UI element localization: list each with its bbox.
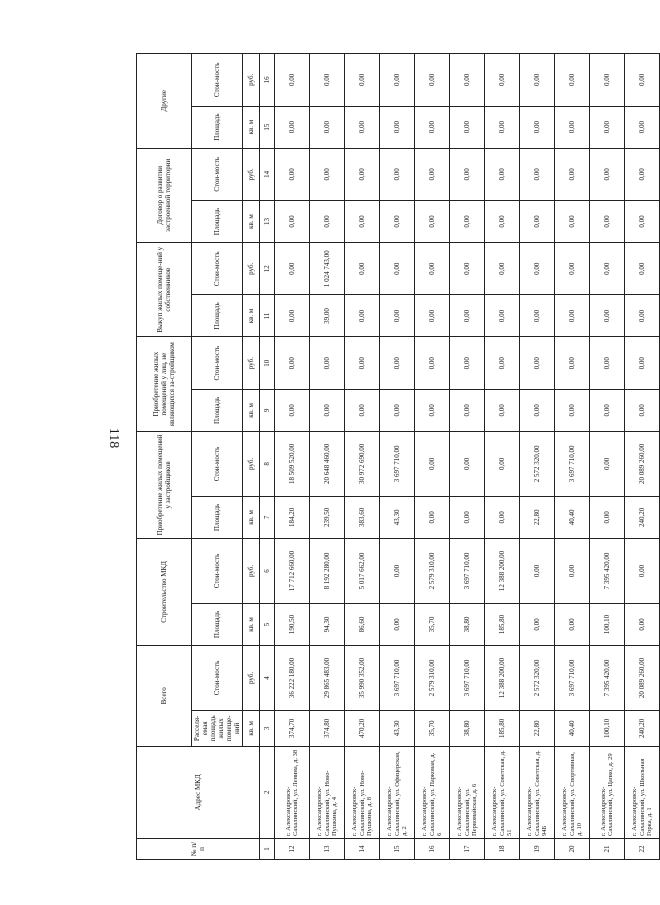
column-number: 3: [260, 711, 275, 747]
table-cell: 3 697 710,00: [555, 645, 590, 710]
table-cell: 0,00: [345, 295, 380, 337]
table-cell: 0,00: [625, 603, 660, 645]
table-cell: 0,00: [275, 54, 310, 107]
header-cost: Стои-мость: [192, 148, 243, 200]
table-cell: 100,10: [590, 711, 625, 747]
unit-rub: руб.: [243, 645, 260, 710]
table-cell: 0,00: [415, 243, 450, 295]
table-cell: 0,00: [450, 54, 485, 107]
row-number: 14: [345, 839, 380, 860]
header-total: Всего: [137, 645, 192, 746]
header-cost: Стои-мость: [192, 243, 243, 295]
table-cell: 0,00: [415, 106, 450, 148]
table-cell: 12 388 200,00: [485, 645, 520, 710]
table-cell: 86,60: [345, 603, 380, 645]
table-cell: 0,00: [450, 106, 485, 148]
table-cell: 0,00: [625, 243, 660, 295]
table-row: [345, 54, 380, 860]
table-cell: 0,00: [555, 54, 590, 107]
header-area: Площадь: [192, 603, 243, 645]
row-address: г. Александровск-Сахалинский, ул. Ново-Пушкина, д. 8: [345, 746, 380, 838]
table-cell: 0,00: [380, 106, 415, 148]
header-area: Площадь: [192, 295, 243, 337]
table-cell: 0,00: [380, 603, 415, 645]
column-number: 12: [260, 243, 275, 295]
table-cell: 0,00: [520, 295, 555, 337]
row-address: г. Александровск-Сахалинский, ул. Ленина, д. 38: [275, 746, 310, 838]
table-row: [380, 54, 415, 860]
table-cell: 185,80: [485, 711, 520, 747]
table-cell: 0,00: [450, 295, 485, 337]
table-cell: 43,30: [380, 496, 415, 538]
row-address: г. Александровск-Сахалинский, ул. Первомайская, д. 6: [450, 746, 485, 838]
row-number: 15: [380, 839, 415, 860]
header-address: Адрес МКД: [137, 746, 260, 838]
row-number: 13: [310, 839, 345, 860]
table-cell: 0,00: [625, 54, 660, 107]
unit-rub: руб.: [243, 538, 260, 603]
table-cell: 0,00: [555, 337, 590, 389]
table-cell: 0,00: [485, 201, 520, 243]
row-number: 22: [625, 839, 660, 860]
column-number: 1: [260, 839, 275, 860]
table-row: [555, 54, 590, 860]
table-cell: 0,00: [380, 337, 415, 389]
table-cell: 0,00: [625, 201, 660, 243]
table-cell: 0,00: [485, 389, 520, 431]
table-cell: 0,00: [485, 431, 520, 496]
table-cell: 0,00: [590, 148, 625, 200]
table-cell: 0,00: [520, 54, 555, 107]
table-cell: 184,20: [275, 496, 310, 538]
table-row: [485, 54, 520, 860]
table-cell: 0,00: [520, 337, 555, 389]
row-address: г. Александровск-Сахалинский, ул. Советская, д. 94Б: [520, 746, 555, 838]
table-cell: 100,10: [590, 603, 625, 645]
table-cell: 0,00: [625, 538, 660, 603]
header-other: Другие: [137, 54, 192, 149]
table-cell: 0,00: [590, 243, 625, 295]
header-cost: Стои-мость: [192, 645, 243, 710]
unit-rub: руб.: [243, 54, 260, 107]
table-cell: 0,00: [555, 603, 590, 645]
header-acquisition-developers: Приобретение жилых помещений у застройщиков: [137, 431, 192, 538]
table-row: [415, 54, 450, 860]
table-cell: 0,00: [590, 201, 625, 243]
column-number: 11: [260, 295, 275, 337]
unit-area: кв. м: [243, 711, 260, 747]
row-address: г. Александровск-Сахалинский, ул. Советская, д. 51: [485, 746, 520, 838]
table-cell: 0,00: [310, 389, 345, 431]
table-cell: 22,80: [520, 711, 555, 747]
table-cell: 0,00: [380, 295, 415, 337]
table-cell: 0,00: [415, 295, 450, 337]
row-number: 16: [415, 839, 450, 860]
column-number: 10: [260, 337, 275, 389]
header-no: № п/п: [137, 839, 260, 860]
table-cell: 0,00: [380, 201, 415, 243]
table-cell: 0,00: [415, 337, 450, 389]
header-cost: Стои-мость: [192, 538, 243, 603]
table-cell: 1 024 743,00: [310, 243, 345, 295]
table-cell: 17 712 660,00: [275, 538, 310, 603]
table-cell: 0,00: [275, 243, 310, 295]
table-cell: 0,00: [450, 243, 485, 295]
table-cell: 8 192 280,00: [310, 538, 345, 603]
table-cell: 0,00: [590, 54, 625, 107]
table-cell: 0,00: [310, 337, 345, 389]
unit-rub: руб.: [243, 431, 260, 496]
table-cell: 43,30: [380, 711, 415, 747]
column-number: 8: [260, 431, 275, 496]
table-cell: 383,60: [345, 496, 380, 538]
column-number: 7: [260, 496, 275, 538]
table-cell: 0,00: [345, 54, 380, 107]
table-cell: 0,00: [415, 54, 450, 107]
header-buyout: Выкуп жилых помеще-ний у собственников: [137, 243, 192, 337]
table-cell: 3 697 710,00: [450, 645, 485, 710]
table-cell: 0,00: [380, 389, 415, 431]
table-cell: 2 572 320,00: [520, 645, 555, 710]
table-cell: 0,00: [555, 538, 590, 603]
table-cell: 2 579 310,00: [415, 645, 450, 710]
table-cell: 30 972 690,00: [345, 431, 380, 496]
table-cell: 0,00: [415, 148, 450, 200]
table-cell: 0,00: [450, 337, 485, 389]
table-cell: 0,00: [625, 389, 660, 431]
table-cell: 185,80: [485, 603, 520, 645]
table-cell: 0,00: [380, 54, 415, 107]
unit-rub: руб.: [243, 148, 260, 200]
row-address: г. Александровск-Сахалинский, ул. Цапко, д. 29: [590, 746, 625, 838]
table-cell: 0,00: [415, 389, 450, 431]
table-cell: 0,00: [275, 201, 310, 243]
table-cell: 0,00: [450, 389, 485, 431]
table-cell: 0,00: [345, 337, 380, 389]
table-cell: 39,00: [310, 295, 345, 337]
table-cell: 0,00: [345, 201, 380, 243]
table-cell: 374,80: [310, 711, 345, 747]
header-area: Площадь: [192, 389, 243, 431]
table-cell: 3 697 710,00: [380, 431, 415, 496]
unit-area: кв. м: [243, 389, 260, 431]
table-cell: 0,00: [345, 148, 380, 200]
table-cell: 0,00: [555, 243, 590, 295]
table-cell: 0,00: [520, 243, 555, 295]
row-address: г. Александровск-Сахалинский, ул. Парковая, д. 6: [415, 746, 450, 838]
table-cell: 0,00: [625, 295, 660, 337]
table-row: [590, 54, 625, 860]
page-number: 118: [106, 427, 121, 449]
table-cell: 0,00: [590, 295, 625, 337]
table-cell: 20 648 460,00: [310, 431, 345, 496]
table-cell: 0,00: [415, 496, 450, 538]
unit-area: кв. м: [243, 295, 260, 337]
header-acquisition-nondevelopers: Приобретение жилых помещений у лиц, не являющихся за-стройщиком: [137, 337, 192, 431]
header-cost: Стои-мость: [192, 431, 243, 496]
table-cell: 0,00: [310, 201, 345, 243]
table-row: [275, 54, 310, 860]
table-cell: 0,00: [415, 431, 450, 496]
table-cell: 0,00: [485, 54, 520, 107]
column-number: 5: [260, 603, 275, 645]
table-cell: 0,00: [450, 496, 485, 538]
table-cell: 40,40: [555, 711, 590, 747]
table-cell: 0,00: [380, 538, 415, 603]
table-cell: 0,00: [310, 148, 345, 200]
table-cell: 0,00: [450, 431, 485, 496]
table-cell: 0,00: [520, 148, 555, 200]
table-cell: 374,70: [275, 711, 310, 747]
table-cell: 20 089 260,00: [625, 645, 660, 710]
header-area: Площадь: [192, 201, 243, 243]
table-cell: 3 697 710,00: [380, 645, 415, 710]
header-area: Площадь: [192, 106, 243, 148]
table-cell: 0,00: [555, 295, 590, 337]
table-cell: 20 089 260,00: [625, 431, 660, 496]
table-cell: 0,00: [590, 496, 625, 538]
table-cell: 190,50: [275, 603, 310, 645]
table-cell: 0,00: [485, 148, 520, 200]
table-cell: 0,00: [345, 389, 380, 431]
table-cell: 3 697 710,00: [450, 538, 485, 603]
column-number: 4: [260, 645, 275, 710]
table-cell: 0,00: [310, 106, 345, 148]
table-cell: 7 395 420,00: [590, 645, 625, 710]
unit-area: кв. м: [243, 496, 260, 538]
table-row: [310, 54, 345, 860]
unit-area: кв. м: [243, 603, 260, 645]
table-cell: 38,80: [450, 711, 485, 747]
table-cell: 0,00: [345, 106, 380, 148]
header-resettled-area: Расселя-емая площадь жилых помеще-ний: [192, 711, 243, 747]
table-cell: 0,00: [485, 295, 520, 337]
table-cell: 0,00: [485, 337, 520, 389]
table-cell: 40,40: [555, 496, 590, 538]
table-cell: 0,00: [380, 148, 415, 200]
table-cell: 0,00: [415, 201, 450, 243]
table-cell: 0,00: [555, 201, 590, 243]
unit-area: кв. м: [243, 106, 260, 148]
row-number: 17: [450, 839, 485, 860]
table-cell: 0,00: [275, 389, 310, 431]
table-cell: 0,00: [590, 337, 625, 389]
rotated-table-container: [136, 53, 654, 860]
table-cell: 0,00: [275, 295, 310, 337]
row-number: 21: [590, 839, 625, 860]
column-number: 14: [260, 148, 275, 200]
table-cell: 0,00: [380, 243, 415, 295]
table-cell: 0,00: [485, 106, 520, 148]
table-cell: 94,30: [310, 603, 345, 645]
table-cell: 0,00: [590, 106, 625, 148]
table-cell: 0,00: [625, 148, 660, 200]
table-cell: 0,00: [485, 496, 520, 538]
column-number: 6: [260, 538, 275, 603]
column-number: 13: [260, 201, 275, 243]
table-cell: 0,00: [590, 431, 625, 496]
table-cell: 0,00: [555, 106, 590, 148]
table-cell: 240,20: [625, 711, 660, 747]
table-cell: 0,00: [345, 243, 380, 295]
table-cell: 0,00: [520, 106, 555, 148]
table-row: [520, 54, 555, 860]
row-address: г. Александровск-Сахалинский, ул. Ново-Пушкина, д. 4: [310, 746, 345, 838]
table-cell: 35,70: [415, 603, 450, 645]
unit-rub: руб.: [243, 337, 260, 389]
row-number: 20: [555, 839, 590, 860]
table-cell: 0,00: [275, 106, 310, 148]
table-cell: 38,80: [450, 603, 485, 645]
table-row: [450, 54, 485, 860]
table-cell: 22,80: [520, 496, 555, 538]
unit-rub: руб.: [243, 243, 260, 295]
table-cell: 36 222 180,00: [275, 645, 310, 710]
table-cell: 0,00: [275, 337, 310, 389]
header-cost: Стои-мость: [192, 337, 243, 389]
row-number: 18: [485, 839, 520, 860]
table-cell: 2 579 310,00: [415, 538, 450, 603]
table-cell: 0,00: [520, 538, 555, 603]
row-number: 19: [520, 839, 555, 860]
table-cell: 0,00: [310, 54, 345, 107]
row-number: 12: [275, 839, 310, 860]
table-cell: 29 865 483,00: [310, 645, 345, 710]
table-cell: 18 509 520,00: [275, 431, 310, 496]
column-number: 2: [260, 746, 275, 838]
table-cell: 0,00: [450, 201, 485, 243]
table-cell: 2 572 320,00: [520, 431, 555, 496]
table-cell: 3 697 710,00: [555, 431, 590, 496]
table-cell: 239,50: [310, 496, 345, 538]
header-area: Площадь: [192, 496, 243, 538]
table-cell: 0,00: [520, 603, 555, 645]
table-cell: 0,00: [625, 106, 660, 148]
row-address: г. Александровск-Сахалинский, ул. Школьная Горка, д. 1: [625, 746, 660, 838]
table-cell: 12 388 200,00: [485, 538, 520, 603]
table-cell: 35,70: [415, 711, 450, 747]
row-address: г. Александровск-Сахалинский, ул. Спортивная, д. 10: [555, 746, 590, 838]
column-number: 9: [260, 389, 275, 431]
row-address: г. Александровск-Сахалинский, ул. Офицерская, д. 2: [380, 746, 415, 838]
unit-area: кв. м: [243, 201, 260, 243]
table-cell: 0,00: [555, 389, 590, 431]
table-cell: 5 017 662,00: [345, 538, 380, 603]
table-cell: 35 990 352,00: [345, 645, 380, 710]
header-development-contract: Договор о развитии застроенной территории: [137, 148, 192, 242]
header-construction: Строительство МКД: [137, 538, 192, 645]
table-cell: 7 395 420,00: [590, 538, 625, 603]
header-cost: Стои-мость: [192, 54, 243, 107]
table-cell: 0,00: [485, 243, 520, 295]
table-cell: 0,00: [625, 337, 660, 389]
table-cell: 0,00: [520, 389, 555, 431]
table-cell: 470,20: [345, 711, 380, 747]
column-number: 15: [260, 106, 275, 148]
column-number: 16: [260, 54, 275, 107]
table-cell: 0,00: [590, 389, 625, 431]
resettlement-table: [136, 53, 660, 860]
table-cell: 0,00: [450, 148, 485, 200]
table-row: [625, 54, 660, 860]
table-cell: 0,00: [520, 201, 555, 243]
table-cell: 0,00: [275, 148, 310, 200]
table-cell: 240,20: [625, 496, 660, 538]
table-cell: 0,00: [555, 148, 590, 200]
